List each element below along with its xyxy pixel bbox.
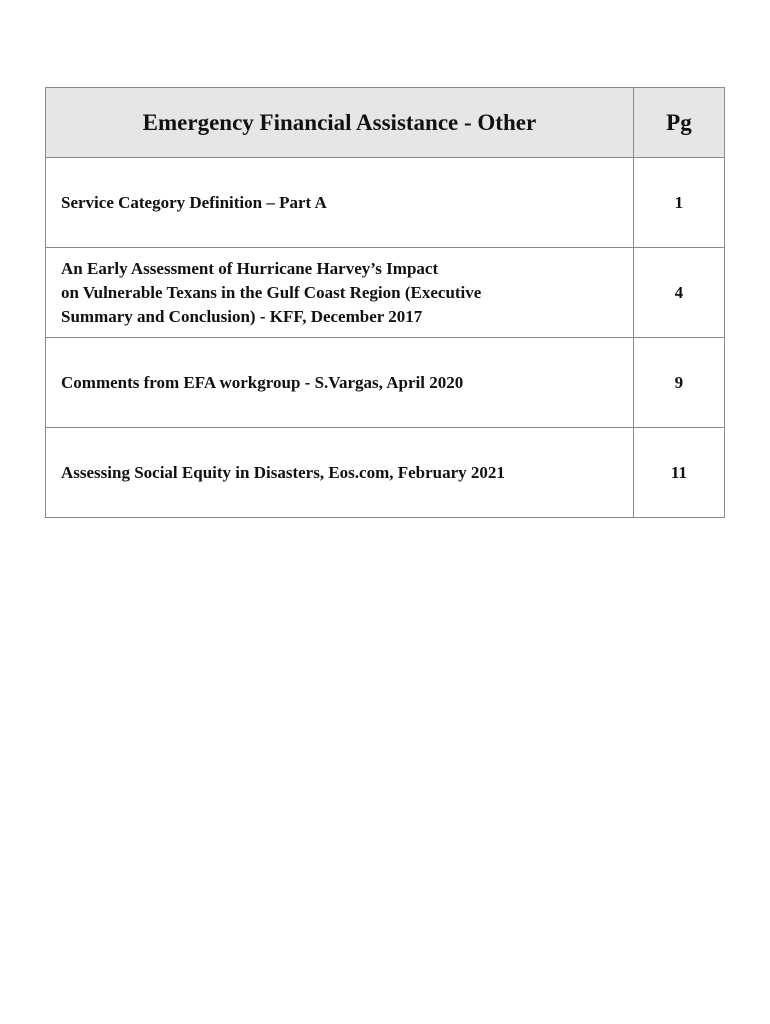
table-header-row xyxy=(46,88,725,158)
entry-page-number: 11 xyxy=(633,428,724,518)
table-row xyxy=(46,428,725,518)
table-row xyxy=(46,338,725,428)
table-title-header: Emergency Financial Assistance - Other xyxy=(46,88,634,158)
entry-page-number: 9 xyxy=(633,338,724,428)
table-row xyxy=(46,158,725,248)
entry-title: Assessing Social Equity in Disasters, Eos.com, February 2021 xyxy=(46,428,634,518)
entry-title: Comments from EFA workgroup - S.Vargas, April 2020 xyxy=(46,338,634,428)
entry-title: An Early Assessment of Hurricane Harvey’s Impact on Vulnerable Texans in the Gulf Coast Region (Executive Summary and Conclusion) - KFF, December 2017 xyxy=(46,248,634,338)
table-of-contents xyxy=(45,87,725,518)
entry-title: Service Category Definition – Part A xyxy=(46,158,634,248)
table-row xyxy=(46,248,725,338)
entry-page-number: 1 xyxy=(633,158,724,248)
page-column-header: Pg xyxy=(633,88,724,158)
entry-page-number: 4 xyxy=(633,248,724,338)
